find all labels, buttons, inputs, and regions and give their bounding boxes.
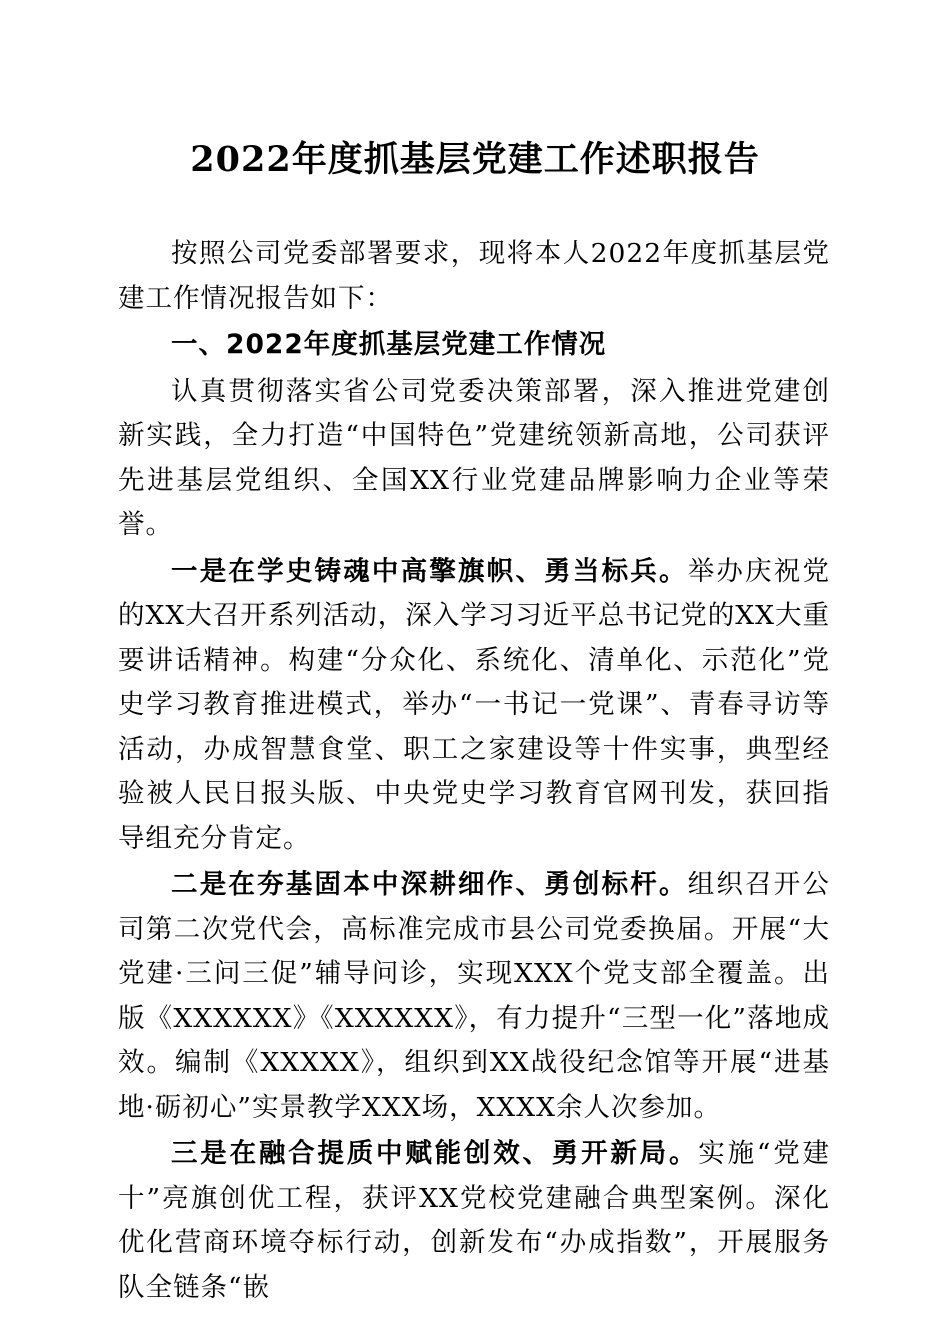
- item-lead: 三是在融合提质中赋能创效、勇开新局。: [171, 1138, 699, 1169]
- item-text: 举办庆祝党的XX大召开系列活动，深入学习习近平总书记党的XX大重要讲话精神。构建“分众化、系统化、清单化、示范化”党史学习教育推进模式，举办“一书记一党课”、青春寻访等活动，办成智慧食堂、职工之家建设等十件实事，典型经验被人民日报头版、中央党史学习教育官网刊发，获回指导组充分肯定。: [118, 555, 831, 854]
- item-paragraph: [118, 863, 830, 1130]
- intro-paragraph: 按照公司党委部署要求，现将本人2022年度抓基层党建工作情况报告如下：: [118, 238, 830, 314]
- section-heading: 一、2022年度抓基层党建工作情况: [171, 329, 607, 360]
- item-lead: 二是在夯基固本中深耕细作、勇创标杆。: [171, 869, 688, 900]
- item-text: 实施“党建十”亮旗创优工程，获评XX党校党建融合典型案例。深化优化营商环境夺标行动，创新发布“办成指数”，开展服务队全链条“嵌: [118, 1138, 830, 1303]
- item-paragraph: [118, 1132, 830, 1310]
- item-lead: 一是在学史铸魂中高擎旗帜、勇当标兵。: [171, 555, 688, 587]
- section-summary-paragraph: 认真贯彻落实省公司党委决策部署，深入推进党建创新实践，全力打造“中国特色”党建统领新高地，公司获评先进基层党组织、全国XX行业党建品牌影响力企业等荣誉。: [118, 375, 830, 540]
- document-body: [118, 232, 830, 1312]
- document-title: 2022年度抓基层党建工作述职报告: [190, 139, 760, 180]
- item-text: 组织召开公司第二次党代会，高标准完成市县公司党委换届。开展“大党建·三问三促”辅导问诊，实现XXX个党支部全覆盖。出版《XXXXXX》《XXXXXX》，有力提升“三型一化”落地成效。编制《XXXXX》，组织到XX战役纪念馆等开展“进基地·砺初心”实景教学XXX场，XXXX余人次参加。: [118, 869, 831, 1123]
- item-paragraph: [118, 550, 830, 862]
